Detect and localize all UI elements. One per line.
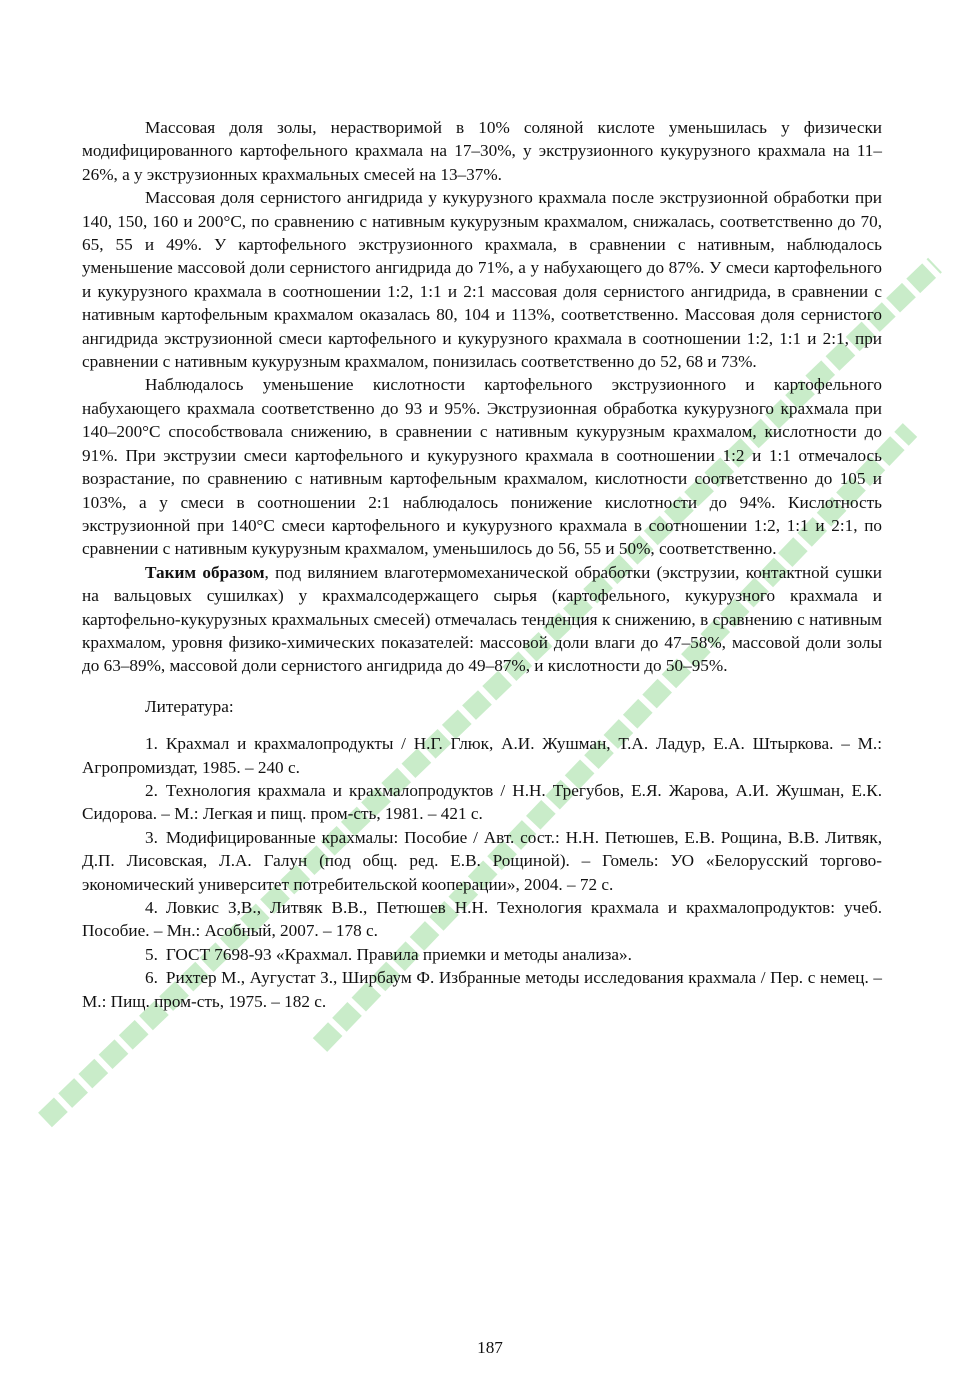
reference-number: 1.	[145, 734, 158, 754]
conclusion-text: , под вилянием влаготермомеханической обработки (экструзии, контактной сушки на вальцовых сушилках) у крахмалсодержащего сырья (картофельного, кукурузного крахмала и картофельно-кукурузных крахмальных смесей) отмечалась тенденция к снижению, в сравнению с нативным крахмалом, уровня физико-химических показателей: массовой доли влаги до 47–58%, массовой доли золы до 63–89%, массовой доли сернистого ангидрида до 49–87%, и кислотности до 50–95%.	[82, 562, 883, 676]
page-number: 187	[477, 1338, 503, 1357]
reference-list	[82, 732, 882, 1013]
reference-item	[82, 826, 882, 896]
reference-number: 3.	[145, 827, 158, 847]
reference-number: 4.	[145, 898, 158, 917]
reference-text: Крахмал и крахмалопродукты / Н.Г. Глюк, А.И. Жушман, Т.А. Ладур, Е.А. Штыркова. – М.: Агропромиздат, 1985. – 240 с.	[82, 734, 882, 777]
paragraph-acidity: Наблюдалось уменьшение кислотности картофельного экструзионного и картофельного набухающего крахмала соответственно до 93 и 95%. Экструзионная обработка кукурузного крахмала при 140–200°С способствовала снижению, в сравнении с нативным кукурузным крахмалом, кислотности до 91%. При экструзии смеси картофельного и кукурузного крахмала в соотношении 1:2 и 1:1 отмечалось возрастание, по сравнению с нативным картофельным крахмалом, кислотности соответственно до 105 и 103%, а у смеси в соотношении 2:1 наблюдалось понижение кислотности до 94%. Кислотность экструзионной при 140°С смеси картофельного и кукурузного крахмала в соотношении 1:2, 1:1 и 2:1, по сравнении с нативным кукурузным крахмалом, уменьшилось до 56, 55 и 50%, соответственно.	[82, 375, 882, 559]
paragraph-ash: Массовая доля золы, нерастворимой в 10% соляной кислоте уменьшилась у физически модифицированного картофельного крахмала на 17–30%, у экструзионного кукурузного крахмала на 11–26%, а у экструзионных крахмальных смесей на 13–37%.	[82, 118, 882, 184]
reference-item	[82, 943, 882, 966]
reference-item	[82, 966, 882, 1013]
reference-text: Ловкис З,В., Литвяк В.В., Петюшев Н.Н. Технология крахмала и крахмалопродуктов: учеб. Пособие. – Мн.: Асобный, 2007. – 178 с.	[82, 898, 882, 941]
reference-item	[82, 732, 882, 779]
literature-heading: Литература:	[145, 696, 234, 716]
reference-number: 2.	[145, 780, 158, 800]
paragraph-sulfur-dioxide: Массовая доля сернистого ангидрида у кукурузного крахмала после экструзионной обработки при 140, 150, 160 и 200°С, по сравнению с нативным кукурузным крахмалом, снижалась, соответственно до 70, 65, 55 и 49%. У картофельного экструзионного крахмала, в сравнении с нативным, наблюдалось уменьшение массовой доли сернистого ангидрида до 71%, а у набухающего до 87%. У смеси картофельного и кукурузного крахмала в соотношении 1:2, 1:1 и 2:1 массовая доля сернистого ангидрида, в сравнении с нативным картофельным крахмалом оказалась 80, 104 и 113%, соответственно. Массовая доля сернистого ангидрида экструзионной смеси картофельного и кукурузного крахмала в соотношении 1:2, 1:1 и 2:1, при сравнении с нативным кукурузным крахмалом, понизилась соответственно до 52, 68 и 73%.	[82, 188, 882, 372]
reference-text: Рихтер М., Аугустат З., Ширбаум Ф. Избранные методы исследования крахмала / Пер. с немец. – М.: Пищ. пром-сть, 1975. – 182 с.	[82, 968, 882, 1011]
reference-item	[82, 779, 882, 826]
reference-text: Модифицированные крахмалы: Пособие / Авт. сост.: Н.Н. Петюшев, Е.В. Рощина, В.В. Литвяк, Д.П. Лисовская, Л.А. Галун (под общ. ред. Е.В. Рощиной). – Гомель: УО «Белорусский торгово-экономический университет потребительской кооперации», 2004. – 72 с.	[82, 827, 882, 894]
reference-item	[82, 896, 882, 943]
reference-text: ГОСТ 7698-93 «Крахмал. Правила приемки и методы анализа».	[165, 944, 632, 964]
reference-number: 5.	[145, 944, 158, 964]
document-page	[82, 116, 882, 1013]
reference-number: 6.	[145, 968, 158, 988]
paragraph-conclusion	[82, 561, 882, 678]
conclusion-lead: Таким образом	[145, 562, 265, 582]
reference-text: Технология крахмала и крахмалопродуктов / Н.Н. Трегубов, Е.Я. Жарова, А.И. Жушман, Е.К. Сидорова. – М.: Легкая и пищ. пром-сть, 1981. – 421 с.	[82, 780, 882, 824]
